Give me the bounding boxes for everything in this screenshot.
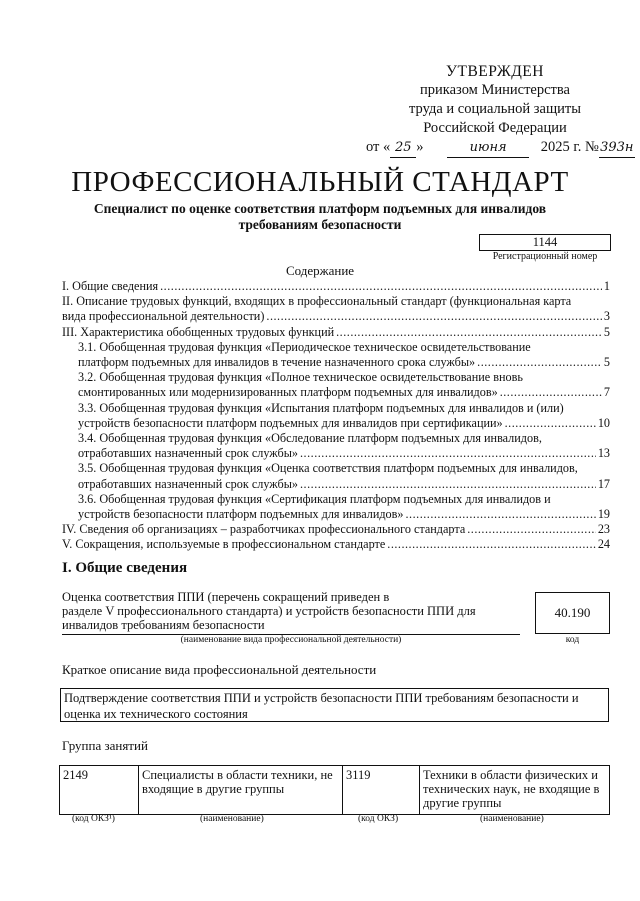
- approval-line-3: Российской Федерации: [423, 120, 567, 136]
- table-of-contents: [62, 279, 610, 553]
- toc-entry-text: 3.3. Обобщенная трудовая функция «Испытания платформ подъемных для инвалидов и (или): [78, 400, 564, 415]
- activity-name: [62, 590, 517, 632]
- toc-entry-text-cont: отработавших назначенный срок службы»: [78, 446, 298, 461]
- okz-name-label-2: (наименование): [480, 814, 544, 824]
- section-1-heading: I. Общие сведения: [62, 560, 188, 576]
- toc-entry-iv[interactable]: [62, 522, 610, 537]
- toc-entry-i[interactable]: [62, 279, 610, 294]
- toc-entry-text-cont: устройств безопасности платформ подъемных для инвалидов»: [78, 507, 404, 522]
- okz-code-label: (код ОКЗ¹): [72, 814, 115, 824]
- date-prefix: от «: [366, 139, 391, 155]
- toc-entry-text-cont: вида профессиональной деятельности): [62, 309, 265, 324]
- activity-name-line-2: разделе V профессионального стандарта) и устройств безопасности ППИ для: [62, 604, 476, 618]
- toc-heading: Содержание: [285, 263, 355, 278]
- toc-leader: [505, 416, 596, 431]
- toc-entry-3-4[interactable]: [62, 431, 610, 461]
- toc-page: 17: [597, 476, 610, 491]
- date-day: 25: [390, 138, 416, 158]
- okz-code-cell: 2149: [60, 766, 139, 815]
- toc-entry-text: 3.5. Обобщенная трудовая функция «Оценка соответствия платформ подъемных для инвалидов,: [78, 461, 578, 476]
- toc-leader: [266, 309, 602, 324]
- toc-entry-iii[interactable]: [62, 325, 610, 340]
- toc-page: 23: [597, 522, 610, 537]
- toc-entry-3-1[interactable]: [62, 340, 610, 370]
- toc-entry-text-cont: устройств безопасности платформ подъемных для инвалидов при сертификации»: [78, 415, 503, 430]
- approval-block: [360, 62, 634, 158]
- activity-name-line-3: инвалидов требованиям безопасности: [62, 618, 265, 632]
- toc-entry-v[interactable]: [62, 537, 610, 552]
- toc-page: 13: [597, 446, 610, 461]
- toc-page: 19: [597, 507, 610, 522]
- date-year: 2025 г. №: [540, 139, 599, 155]
- toc-page: 10: [597, 415, 610, 430]
- toc-entry-text-cont: платформ подъемных для инвалидов в течение назначенного срока службы»: [78, 355, 476, 370]
- okz-name-cell: Специалисты в области техники, не входящие в другие группы: [139, 766, 343, 815]
- toc-entry-text-cont: отработавших назначенный срок службы»: [78, 476, 298, 491]
- table-row: [60, 766, 610, 815]
- toc-leader: [300, 477, 596, 492]
- toc-leader: [467, 522, 596, 537]
- toc-entry-3-3[interactable]: [62, 401, 610, 431]
- toc-entry-text: I. Общие сведения: [62, 279, 159, 293]
- toc-page: 24: [597, 537, 610, 552]
- registration-number-label: Регистрационный номер: [492, 251, 598, 262]
- toc-entry-text: IV. Сведения об организациях – разработчиках профессионального стандарта: [62, 522, 466, 537]
- toc-leader: [477, 355, 602, 370]
- order-number: 393н: [599, 138, 635, 158]
- toc-entry-text: II. Описание трудовых функций, входящих в профессиональный стандарт (функциональная карта: [62, 294, 572, 309]
- toc-entry-3-6[interactable]: [62, 492, 610, 522]
- toc-entry-text: 3.2. Обобщенная трудовая функция «Полное техническое освидетельствование вновь: [78, 370, 523, 385]
- subtitle-line-2: требованиям безопасности: [238, 217, 402, 232]
- toc-leader: [300, 446, 596, 461]
- document-title: ПРОФЕССИОНАЛЬНЫЙ СТАНДАРТ: [71, 166, 569, 198]
- toc-page: 5: [603, 355, 610, 370]
- date-month: июня: [447, 138, 529, 158]
- toc-page: 1: [603, 279, 610, 293]
- occupation-group-table: [59, 765, 610, 815]
- toc-entry-text: III. Характеристика обобщенных трудовых функций: [62, 324, 335, 339]
- toc-entry-text: 3.1. Обобщенная трудовая функция «Периодическое техническое освидетельствование: [78, 339, 531, 354]
- approval-title: УТВЕРЖДЕН: [446, 63, 544, 80]
- activity-code-label: код: [565, 635, 580, 645]
- date-mid: »: [416, 139, 424, 155]
- document-subtitle: [40, 201, 600, 233]
- toc-leader: [387, 537, 596, 552]
- approval-date-line: [360, 138, 634, 158]
- activity-name-line-1: Оценка соответствия ППИ (перечень сокращений приведен в: [62, 590, 390, 604]
- toc-leader: [336, 325, 602, 340]
- toc-entry-ii[interactable]: [62, 294, 610, 324]
- toc-entry-text: 3.4. Обобщенная трудовая функция «Обследование платформ подъемных для инвалидов,: [78, 431, 542, 446]
- short-description-label: Краткое описание вида профессиональной деятельности: [62, 662, 377, 677]
- toc-entry-text-cont: смонтированных или модернизированных платформ подъемных для инвалидов»: [78, 385, 498, 400]
- okz-code-label-2: (код ОКЗ): [358, 814, 399, 824]
- approval-line-1: приказом Министерства: [420, 82, 570, 98]
- activity-name-label: (наименование вида профессиональной деятельности): [180, 635, 402, 645]
- okz-code-cell: 3119: [343, 766, 420, 815]
- activity-code-box: 40.190: [535, 592, 610, 634]
- okz-name-label: (наименование): [200, 814, 264, 824]
- subtitle-line-1: Специалист по оценке соответствия платформ подъемных для инвалидов: [93, 201, 547, 216]
- toc-entry-3-5[interactable]: [62, 461, 610, 491]
- toc-entry-text: V. Сокращения, используемые в профессиональном стандарте: [62, 537, 386, 552]
- toc-page: 5: [603, 324, 610, 339]
- registration-number-box: 1144: [479, 234, 611, 251]
- toc-leader: [406, 507, 596, 522]
- occupation-group-label: Группа занятий: [62, 738, 148, 753]
- toc-entry-text: 3.6. Обобщенная трудовая функция «Сертификация платформ подъемных для инвалидов и: [78, 491, 551, 506]
- toc-leader: [500, 385, 602, 400]
- short-description-box: Подтверждение соответствия ППИ и устройств безопасности ППИ требованиям безопасности и оценка их технического состояния: [60, 688, 609, 722]
- toc-page: 7: [603, 385, 610, 400]
- okz-name-cell: Техники в области физических и технических наук, не входящие в другие группы: [420, 766, 610, 815]
- toc-entry-3-2[interactable]: [62, 370, 610, 400]
- approval-line-2: труда и социальной защиты: [409, 101, 581, 117]
- toc-leader: [160, 279, 602, 294]
- toc-page: 3: [603, 309, 610, 324]
